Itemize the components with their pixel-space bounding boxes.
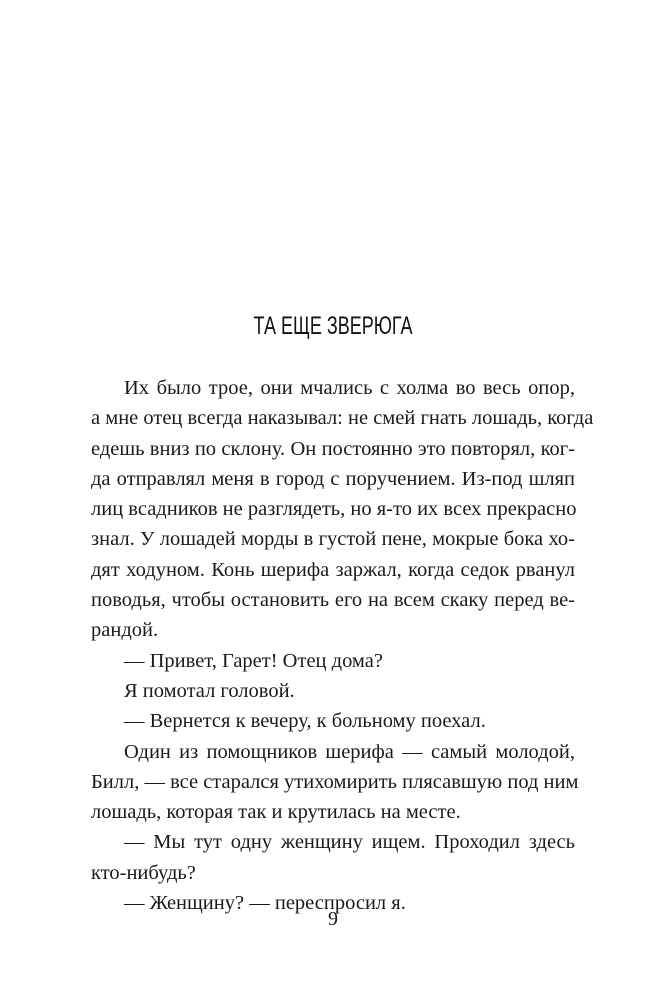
- text-line: кто-нибудь?: [91, 861, 196, 884]
- text-line: — Женщину? — переспросил я.: [124, 892, 406, 915]
- text-line: знал. У лошадей морды в густой пене, мокрые бока хо-: [91, 528, 575, 551]
- chapter-title: ТА ЕЩЕ ЗВЕРЮГА: [253, 312, 413, 340]
- text-line: — Мы тут одну женщину ищем. Проходил здесь: [124, 831, 575, 854]
- text-line: — Вернется к вечеру, к больному поехал.: [124, 710, 486, 733]
- text-line: — Привет, Гарет! Отец дома?: [124, 649, 383, 672]
- text-line: лиц всадников не разглядеть, но я-то их всех прекрасно: [91, 498, 577, 521]
- text-line: Один из помощников шерифа — самый молодой,: [124, 740, 575, 763]
- text-line: дят ходуном. Конь шерифа заржал, когда седок рванул: [91, 558, 575, 581]
- page-number: 9: [328, 908, 338, 930]
- text-line: лошадь, которая так и крутилась на месте.: [91, 801, 461, 824]
- text-line: Их было трое, они мчались с холма во весь опор,: [124, 377, 575, 399]
- body-text: [91, 373, 594, 918]
- text-line: да отправлял меня в город с поручением. Из-под шляп: [91, 467, 575, 490]
- text-line: а мне отец всегда наказывал: не смей гнать лошадь, когда: [91, 407, 594, 430]
- text-line: Я помотал головой.: [124, 679, 295, 702]
- text-line: едешь вниз по склону. Он постоянно это повторял, ког-: [91, 437, 575, 460]
- text-line: Билл, — все старался утихомирить плясавшую под ним: [91, 770, 579, 793]
- text-line: рандой.: [91, 619, 159, 642]
- text-line: поводья, чтобы остановить его на всем скаку перед ве-: [91, 589, 575, 612]
